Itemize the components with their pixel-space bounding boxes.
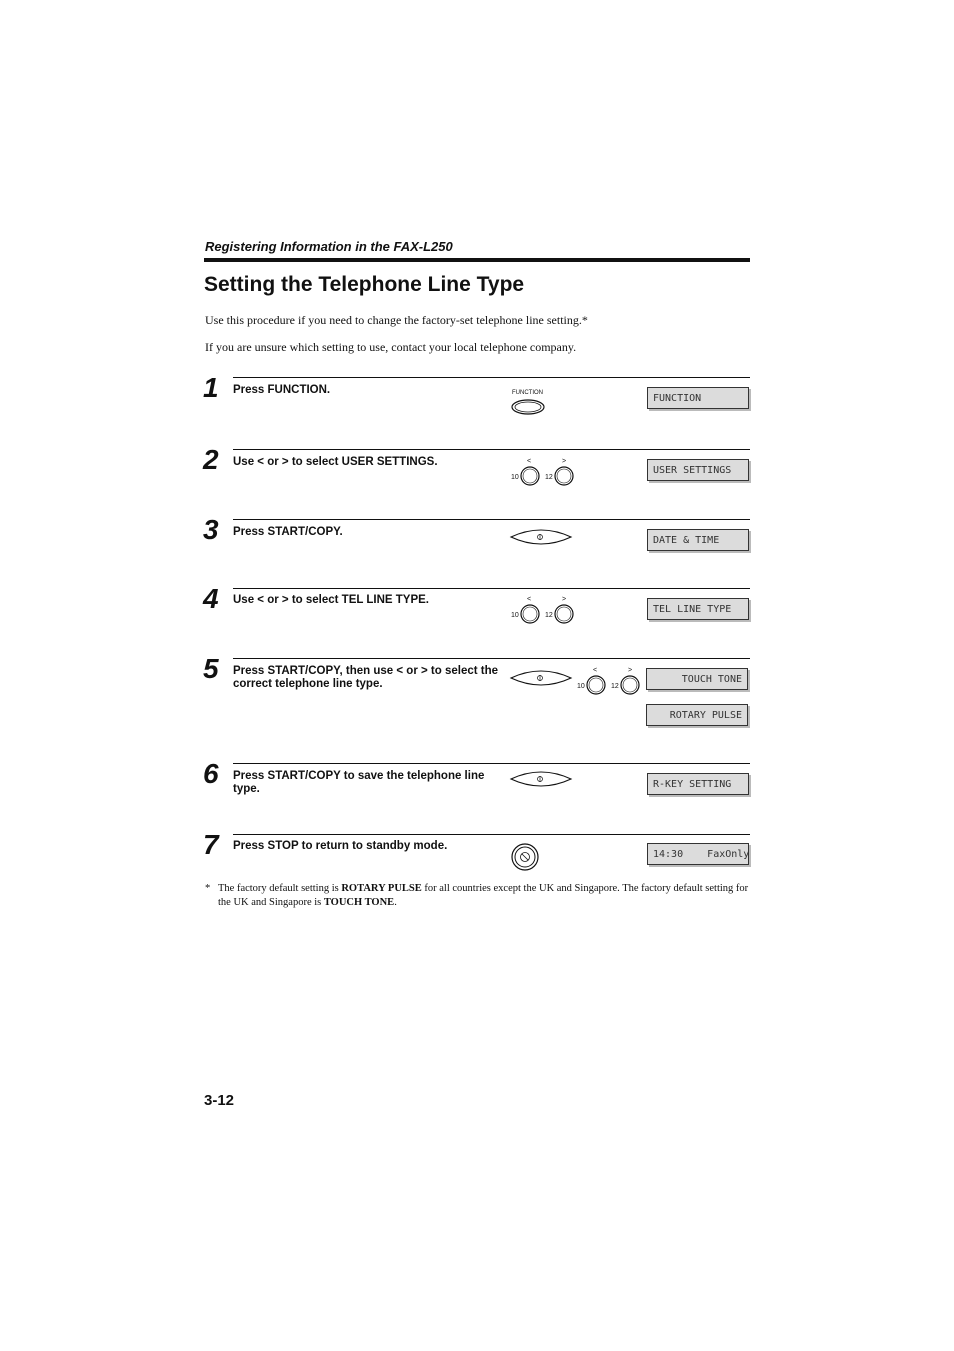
step-instruction: Use < or > to select USER SETTINGS. — [233, 456, 438, 468]
step-instruction: Press START/COPY to save the telephone line type. — [233, 770, 485, 795]
step-instruction: Press START/COPY. — [233, 526, 343, 538]
step-number: 2 — [203, 444, 219, 475]
lcd-display: DATE & TIME — [647, 529, 749, 551]
lcd-display: FUNCTION — [647, 387, 749, 409]
one-touch-keys-icon — [574, 664, 644, 698]
one-touch-keys-icon — [508, 593, 578, 627]
start-copy-button-icon — [509, 527, 573, 549]
svg-text:>: > — [628, 667, 633, 674]
svg-text:<: < — [593, 667, 598, 674]
svg-text:10: 10 — [511, 612, 519, 619]
svg-text:12: 12 — [545, 474, 553, 481]
lcd-display: TOUCH TONE — [646, 668, 748, 690]
svg-text:>: > — [562, 458, 567, 465]
svg-text:12: 12 — [611, 683, 619, 690]
svg-text:12: 12 — [545, 612, 553, 619]
step-number: 4 — [203, 583, 219, 614]
step-number: 1 — [203, 372, 219, 403]
lcd-display: TEL LINE TYPE — [647, 598, 749, 620]
footnote: * The factory default setting is ROTARY PULSE for all countries except the UK and Singapore. The factory default setting for the UK and Singapore is TOUCH TONE. — [205, 883, 749, 908]
step-divider — [233, 658, 750, 659]
step-instruction: Press STOP to return to standby mode. — [233, 840, 448, 852]
step-number: 5 — [203, 653, 219, 684]
lcd-display: 14:30 FaxOnly — [647, 843, 749, 865]
svg-text:<: < — [527, 458, 532, 465]
step-instruction: Press START/COPY, then use < or > to select the correct telephone line type. — [233, 665, 499, 690]
step-divider — [233, 449, 750, 450]
step-number: 3 — [203, 514, 219, 545]
svg-text:>: > — [562, 596, 567, 603]
step-number: 6 — [203, 758, 219, 789]
step-divider — [233, 763, 750, 764]
stop-button-icon — [510, 842, 542, 872]
lcd-display: USER SETTINGS — [647, 459, 749, 481]
running-header: Registering Information in the FAX-L250 — [205, 239, 453, 254]
step-divider — [233, 519, 750, 520]
start-copy-button-icon — [509, 769, 573, 791]
step-number: 7 — [203, 829, 219, 860]
footnote-marker: * — [205, 883, 211, 894]
svg-text:<: < — [527, 596, 532, 603]
step-divider — [233, 834, 750, 835]
page-title: Setting the Telephone Line Type — [204, 273, 525, 296]
lcd-display: R-KEY SETTING — [647, 773, 749, 795]
intro-paragraph-2: If you are unsure which setting to use, contact your local telephone company. — [205, 340, 577, 354]
one-touch-keys-icon — [508, 455, 578, 489]
lcd-display: ROTARY PULSE — [646, 704, 748, 726]
intro-paragraph-1: Use this procedure if you need to change the factory-set telephone line setting.* — [205, 313, 588, 327]
function-button-icon — [510, 386, 550, 418]
start-copy-button-icon — [509, 668, 573, 690]
step-instruction: Press FUNCTION. — [233, 384, 331, 396]
svg-text:10: 10 — [577, 683, 585, 690]
step-instruction: Use < or > to select TEL LINE TYPE. — [233, 594, 430, 606]
step-divider — [233, 377, 750, 378]
header-rule — [204, 258, 750, 262]
function-label: FUNCTION — [512, 390, 543, 396]
page-number: 3-12 — [204, 1092, 235, 1109]
step-divider — [233, 588, 750, 589]
svg-text:10: 10 — [511, 474, 519, 481]
